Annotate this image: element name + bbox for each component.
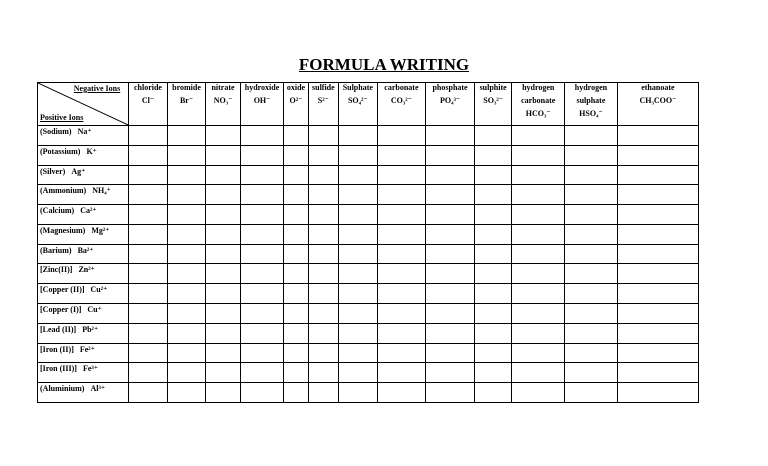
formula-answer-cell[interactable] (512, 264, 565, 284)
formula-answer-cell[interactable] (512, 205, 565, 225)
table-row (38, 383, 699, 403)
positive-ion-symbol: Na⁺ (77, 127, 92, 136)
formula-answer-cell[interactable] (426, 304, 475, 324)
formula-answer-cell[interactable] (339, 224, 378, 244)
formula-answer-cell[interactable] (167, 185, 206, 205)
negative-ion-header (284, 83, 308, 126)
formula-answer-cell[interactable] (284, 145, 308, 165)
formula-answer-cell[interactable] (240, 205, 284, 225)
positive-ion-symbol: Ca²⁺ (80, 206, 97, 216)
positive-ion-symbol: Zn²⁺ (78, 265, 95, 275)
formula-answer-cell[interactable] (339, 205, 378, 225)
positive-ion-cell (38, 343, 129, 363)
formula-answer-cell[interactable] (617, 323, 698, 343)
formula-answer-cell[interactable] (377, 383, 426, 403)
formula-answer-cell[interactable] (240, 284, 284, 304)
formula-answer-cell[interactable] (339, 323, 378, 343)
formula-answer-cell[interactable] (426, 264, 475, 284)
formula-answer-cell[interactable] (617, 126, 698, 146)
positive-ion-cell (38, 383, 129, 403)
formula-answer-cell[interactable] (284, 185, 308, 205)
formula-answer-cell[interactable] (206, 363, 240, 383)
negative-ion-l1: nitrate (211, 83, 235, 92)
formula-answer-cell[interactable] (308, 185, 338, 205)
formula-answer-cell[interactable] (308, 165, 338, 185)
formula-answer-cell[interactable] (129, 126, 168, 146)
negative-ion-header (474, 83, 512, 126)
positive-ion-symbol: Ag⁺ (71, 166, 86, 176)
positive-ion-cell (38, 363, 129, 383)
formula-answer-cell[interactable] (617, 145, 698, 165)
formula-answer-cell[interactable] (426, 126, 475, 146)
formula-answer-cell[interactable] (308, 284, 338, 304)
negative-ion-l2: O²⁻ (289, 96, 303, 105)
table-row (38, 363, 699, 383)
formula-answer-cell[interactable] (129, 205, 168, 225)
formula-answer-cell[interactable] (377, 363, 426, 383)
table-row (38, 185, 699, 205)
negative-ion-l2: sulphate (576, 96, 606, 105)
formula-answer-cell[interactable] (565, 145, 618, 165)
formula-answer-cell[interactable] (129, 145, 168, 165)
positive-ion-name: (Silver) (40, 166, 66, 176)
table-row (38, 284, 699, 304)
formula-answer-cell[interactable] (617, 284, 698, 304)
formula-answer-cell[interactable] (308, 304, 338, 324)
formula-answer-cell[interactable] (284, 165, 308, 185)
positive-ion-name: (Barium) (40, 245, 72, 255)
negative-ion-header (206, 83, 240, 126)
formula-answer-cell[interactable] (426, 224, 475, 244)
formula-answer-cell[interactable] (308, 205, 338, 225)
formula-answer-cell[interactable] (617, 383, 698, 403)
positive-ion-symbol: NH₄⁺ (92, 186, 111, 196)
formula-answer-cell[interactable] (339, 304, 378, 324)
formula-answer-cell[interactable] (512, 126, 565, 146)
formula-answer-cell[interactable] (240, 304, 284, 324)
formula-answer-cell[interactable] (206, 383, 240, 403)
formula-answer-cell[interactable] (129, 185, 168, 205)
table-row (38, 126, 699, 146)
formula-answer-cell[interactable] (426, 205, 475, 225)
formula-answer-cell[interactable] (512, 343, 565, 363)
formula-answer-cell[interactable] (377, 165, 426, 185)
formula-answer-cell[interactable] (565, 363, 618, 383)
negative-ion-header (617, 83, 698, 126)
formula-answer-cell[interactable] (206, 323, 240, 343)
formula-answer-cell[interactable] (308, 363, 338, 383)
negative-ion-l1: sulfide (312, 83, 335, 92)
formula-answer-cell[interactable] (167, 343, 206, 363)
negative-ion-header (308, 83, 338, 126)
formula-answer-cell[interactable] (474, 185, 512, 205)
negative-ion-l2: NO₃⁻ (213, 96, 233, 105)
negative-ion-l2: SO₄²⁻ (347, 96, 368, 105)
formula-answer-cell[interactable] (284, 304, 308, 324)
positive-ion-name: [Zinc(II)] (40, 265, 73, 275)
formula-answer-cell[interactable] (474, 304, 512, 324)
negative-ion-header (565, 83, 618, 126)
formula-answer-cell[interactable] (206, 145, 240, 165)
formula-answer-cell[interactable] (617, 185, 698, 205)
formula-answer-cell[interactable] (512, 304, 565, 324)
formula-answer-cell[interactable] (206, 185, 240, 205)
formula-answer-cell[interactable] (339, 383, 378, 403)
formula-answer-cell[interactable] (426, 185, 475, 205)
formula-answer-cell[interactable] (426, 145, 475, 165)
positive-ion-symbol: Pb²⁺ (82, 324, 99, 334)
formula-answer-cell[interactable] (377, 185, 426, 205)
positive-ion-name: (Sodium) (40, 127, 72, 136)
formula-answer-cell[interactable] (167, 264, 206, 284)
formula-answer-cell[interactable] (167, 145, 206, 165)
positive-ion-symbol: Al³⁺ (90, 384, 106, 394)
positive-ions-label: Positive Ions (40, 113, 84, 122)
formula-answer-cell[interactable] (617, 244, 698, 264)
formula-answer-cell[interactable] (377, 205, 426, 225)
formula-answer-cell[interactable] (339, 284, 378, 304)
positive-ion-symbol: K⁺ (86, 146, 97, 156)
formula-answer-cell[interactable] (129, 323, 168, 343)
formula-answer-cell[interactable] (240, 383, 284, 403)
positive-ion-cell (38, 224, 129, 244)
negative-ion-header (377, 83, 426, 126)
formula-answer-cell[interactable] (617, 363, 698, 383)
formula-answer-cell[interactable] (565, 304, 618, 324)
negative-ion-l2: Br⁻ (179, 96, 194, 105)
table-row (38, 224, 699, 244)
worksheet-title: FORMULA WRITING (298, 55, 470, 74)
table-row (38, 304, 699, 324)
formula-answer-cell[interactable] (206, 205, 240, 225)
formula-answer-cell[interactable] (377, 304, 426, 324)
negative-ion-header (240, 83, 284, 126)
formula-answer-cell[interactable] (308, 145, 338, 165)
positive-ion-name: [Lead (II)] (40, 324, 77, 334)
formula-answer-cell[interactable] (167, 126, 206, 146)
positive-ion-cell (38, 126, 129, 146)
formula-answer-cell[interactable] (284, 224, 308, 244)
formula-answer-cell[interactable] (565, 284, 618, 304)
negative-ion-l1: chloride (133, 83, 162, 92)
formula-answer-cell[interactable] (284, 343, 308, 363)
negative-ion-l2: Cl⁻ (141, 96, 155, 105)
negative-ion-l1: hydrogen (574, 83, 608, 92)
negative-ion-l3: HCO₃⁻ (525, 109, 551, 118)
formula-answer-cell[interactable] (565, 205, 618, 225)
positive-ion-name: (Potassium) (40, 146, 81, 156)
negative-ion-header (426, 83, 475, 126)
formula-answer-cell[interactable] (565, 343, 618, 363)
table-row (38, 343, 699, 363)
formula-answer-cell[interactable] (426, 244, 475, 264)
formula-answer-cell[interactable] (339, 343, 378, 363)
formula-answer-cell[interactable] (474, 165, 512, 185)
positive-ion-symbol: Cu⁺ (87, 305, 102, 315)
formula-answer-cell[interactable] (565, 323, 618, 343)
negative-ion-l2: CH₃COO⁻ (639, 96, 677, 105)
formula-answer-cell[interactable] (512, 185, 565, 205)
formula-answer-cell[interactable] (565, 244, 618, 264)
negative-ion-l2: SO₃²⁻ (483, 96, 503, 105)
formula-answer-cell[interactable] (167, 323, 206, 343)
formula-answer-cell[interactable] (284, 244, 308, 264)
positive-ion-cell (38, 145, 129, 165)
formula-answer-cell[interactable] (617, 343, 698, 363)
formula-answer-cell[interactable] (617, 165, 698, 185)
formula-answer-cell[interactable] (565, 165, 618, 185)
formula-answer-cell[interactable] (617, 264, 698, 284)
negative-ion-l1: ethanoate (641, 83, 675, 92)
positive-ion-name: [Copper (I)] (40, 305, 82, 315)
formula-answer-cell[interactable] (167, 284, 206, 304)
formula-answer-cell[interactable] (129, 383, 168, 403)
positive-ion-symbol: Fe²⁺ (79, 344, 95, 354)
table-row (38, 205, 699, 225)
formula-answer-cell[interactable] (308, 323, 338, 343)
formula-answer-cell[interactable] (474, 323, 512, 343)
formula-answer-cell[interactable] (512, 244, 565, 264)
formula-answer-cell[interactable] (206, 264, 240, 284)
formula-answer-cell[interactable] (339, 244, 378, 264)
formula-answer-cell[interactable] (512, 383, 565, 403)
formula-answer-cell[interactable] (284, 323, 308, 343)
formula-answer-cell[interactable] (377, 224, 426, 244)
formula-answer-cell[interactable] (240, 126, 284, 146)
formula-answer-cell[interactable] (512, 284, 565, 304)
negative-ions-label: Negative Ions (73, 84, 121, 93)
formula-answer-cell[interactable] (240, 323, 284, 343)
formula-answer-cell[interactable] (377, 323, 426, 343)
formula-answer-cell[interactable] (129, 244, 168, 264)
formula-answer-cell[interactable] (426, 165, 475, 185)
formula-answer-cell[interactable] (129, 343, 168, 363)
positive-ion-cell (38, 205, 129, 225)
negative-ion-l1: sulphite (479, 83, 507, 92)
formula-answer-cell[interactable] (284, 383, 308, 403)
formula-answer-cell[interactable] (617, 224, 698, 244)
formula-answer-cell[interactable] (426, 383, 475, 403)
formula-answer-cell[interactable] (339, 363, 378, 383)
formula-answer-cell[interactable] (474, 264, 512, 284)
formula-answer-cell[interactable] (167, 205, 206, 225)
formula-answer-cell[interactable] (308, 264, 338, 284)
formula-answer-cell[interactable] (426, 284, 475, 304)
positive-ion-cell (38, 284, 129, 304)
formula-answer-cell[interactable] (129, 284, 168, 304)
formula-answer-cell[interactable] (474, 363, 512, 383)
negative-ion-l2: PO₄³⁻ (439, 96, 461, 105)
formula-answer-cell[interactable] (474, 244, 512, 264)
positive-ion-name: (Calcium) (40, 206, 75, 216)
formula-answer-cell[interactable] (339, 185, 378, 205)
negative-ion-l1: carbonate (384, 83, 419, 92)
formula-answer-cell[interactable] (167, 244, 206, 264)
formula-answer-cell[interactable] (284, 284, 308, 304)
formula-answer-cell[interactable] (474, 205, 512, 225)
positive-ion-symbol: Mg²⁺ (91, 225, 110, 235)
formula-answer-cell[interactable] (474, 284, 512, 304)
formula-answer-cell[interactable] (240, 264, 284, 284)
formula-answer-cell[interactable] (167, 363, 206, 383)
negative-ion-l1: hydroxide (244, 83, 280, 92)
formula-answer-cell[interactable] (167, 304, 206, 324)
formula-answer-cell[interactable] (284, 363, 308, 383)
positive-ion-name: [Copper (II)] (40, 285, 85, 295)
positive-ion-cell (38, 323, 129, 343)
formula-answer-cell[interactable] (377, 264, 426, 284)
negative-ion-l1: Sulphate (342, 83, 373, 92)
formula-answer-cell[interactable] (308, 244, 338, 264)
formula-answer-cell[interactable] (474, 224, 512, 244)
positive-ion-name: [Iron (III)] (40, 364, 77, 374)
formula-answer-cell[interactable] (474, 145, 512, 165)
formula-answer-cell[interactable] (617, 205, 698, 225)
negative-ion-l2: OH⁻ (253, 96, 271, 105)
formula-answer-cell[interactable] (206, 304, 240, 324)
negative-ion-l3: HSO₄⁻ (579, 109, 603, 118)
negative-ion-header (339, 83, 378, 126)
negative-ion-l1: phosphate (432, 83, 468, 92)
formula-answer-cell[interactable] (129, 224, 168, 244)
formula-answer-cell[interactable] (308, 224, 338, 244)
formula-answer-cell[interactable] (377, 343, 426, 363)
formula-answer-cell[interactable] (426, 363, 475, 383)
formula-answer-cell[interactable] (129, 165, 168, 185)
formula-answer-cell[interactable] (426, 343, 475, 363)
formula-answer-cell[interactable] (206, 126, 240, 146)
formula-answer-cell[interactable] (240, 244, 284, 264)
formula-answer-cell[interactable] (512, 224, 565, 244)
formula-answer-cell[interactable] (240, 363, 284, 383)
positive-ion-symbol: Fe³⁺ (82, 364, 99, 374)
corner-cell (38, 83, 129, 126)
positive-ion-cell (38, 304, 129, 324)
formula-answer-cell[interactable] (206, 224, 240, 244)
formula-answer-cell[interactable] (129, 363, 168, 383)
formula-answer-cell[interactable] (206, 284, 240, 304)
table-row (38, 165, 699, 185)
formula-answer-cell[interactable] (512, 165, 565, 185)
negative-ion-header (512, 83, 565, 126)
negative-ion-l1: hydrogen (522, 83, 555, 92)
formula-answer-cell[interactable] (426, 323, 475, 343)
negative-ion-header (167, 83, 206, 126)
formula-answer-cell[interactable] (565, 126, 618, 146)
formula-answer-cell[interactable] (240, 343, 284, 363)
negative-ion-header (129, 83, 168, 126)
negative-ion-l2: carbonate (521, 96, 556, 105)
formula-answer-cell[interactable] (240, 185, 284, 205)
table-row (38, 145, 699, 165)
negative-ion-l2: S²⁻ (317, 96, 329, 105)
formula-answer-cell[interactable] (339, 126, 378, 146)
formula-answer-cell[interactable] (284, 126, 308, 146)
positive-ion-symbol: Ba²⁺ (77, 245, 94, 255)
formula-answer-cell[interactable] (339, 145, 378, 165)
formula-answer-cell[interactable] (206, 343, 240, 363)
formula-answer-cell[interactable] (167, 383, 206, 403)
formula-answer-cell[interactable] (284, 264, 308, 284)
positive-ion-cell (38, 185, 129, 205)
formula-answer-cell[interactable] (617, 304, 698, 324)
positive-ion-cell (38, 165, 129, 185)
formula-table (37, 82, 699, 403)
formula-answer-cell[interactable] (129, 304, 168, 324)
positive-ion-name: (Ammonium) (40, 186, 87, 196)
formula-answer-cell[interactable] (308, 126, 338, 146)
formula-answer-cell[interactable] (377, 244, 426, 264)
positive-ion-name: (Magnesium) (40, 225, 86, 235)
table-row (38, 264, 699, 284)
negative-ion-l1: oxide (286, 83, 306, 92)
header-row (38, 83, 699, 126)
negative-ion-l2: CO₃²⁻ (390, 96, 412, 105)
formula-answer-cell[interactable] (474, 383, 512, 403)
positive-ion-symbol: Cu²⁺ (90, 285, 108, 295)
positive-ion-cell (38, 264, 129, 284)
formula-answer-cell[interactable] (129, 264, 168, 284)
table-row (38, 323, 699, 343)
formula-answer-cell[interactable] (308, 383, 338, 403)
formula-answer-cell[interactable] (512, 363, 565, 383)
formula-answer-cell[interactable] (377, 284, 426, 304)
formula-answer-cell[interactable] (565, 185, 618, 205)
formula-answer-cell[interactable] (565, 264, 618, 284)
formula-answer-cell[interactable] (474, 126, 512, 146)
formula-answer-cell[interactable] (240, 165, 284, 185)
formula-answer-cell[interactable] (339, 165, 378, 185)
formula-answer-cell[interactable] (308, 343, 338, 363)
formula-answer-cell[interactable] (284, 205, 308, 225)
formula-answer-cell[interactable] (512, 323, 565, 343)
formula-answer-cell[interactable] (240, 145, 284, 165)
formula-answer-cell[interactable] (565, 383, 618, 403)
formula-answer-cell[interactable] (240, 224, 284, 244)
formula-answer-cell[interactable] (377, 145, 426, 165)
formula-answer-cell[interactable] (512, 145, 565, 165)
formula-answer-cell[interactable] (167, 165, 206, 185)
positive-ion-name: (Aluminium) (40, 384, 85, 394)
positive-ion-name: [Iron (II)] (40, 344, 74, 354)
formula-answer-cell[interactable] (474, 343, 512, 363)
positive-ion-cell (38, 244, 129, 264)
formula-answer-cell[interactable] (377, 126, 426, 146)
negative-ion-l1: bromide (172, 83, 201, 92)
formula-answer-cell[interactable] (339, 264, 378, 284)
formula-answer-cell[interactable] (206, 165, 240, 185)
formula-answer-cell[interactable] (565, 224, 618, 244)
formula-answer-cell[interactable] (167, 224, 206, 244)
formula-answer-cell[interactable] (206, 244, 240, 264)
table-row (38, 244, 699, 264)
